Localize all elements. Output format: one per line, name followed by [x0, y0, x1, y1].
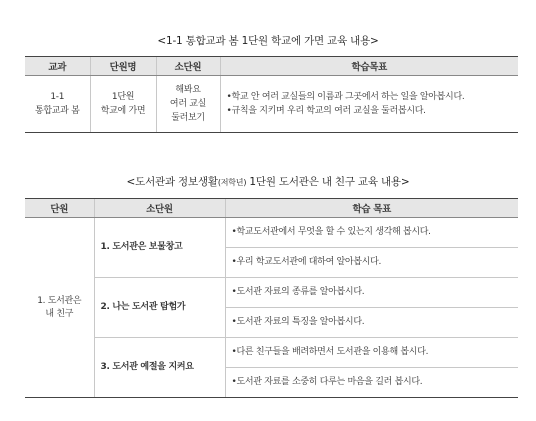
header-learning-goal: 학습목표 [220, 57, 518, 76]
header-subject: 교과 [25, 57, 90, 76]
goal-item: •학교 안 여러 교실들의 이름과 그곳에서 하는 일을 알아봅시다. [226, 92, 465, 102]
unit-number: 1단원 [111, 92, 135, 102]
subunit-line-3: 둘러보기 [171, 113, 205, 123]
header-subunit: 소단원 [94, 199, 225, 218]
cell-goal: •도서관 자료를 소중히 다루는 마음을 길러 봅시다. [225, 368, 518, 398]
cell-subunit-2: 2. 나는 도서관 탐험가 [94, 278, 225, 338]
table2-title-rest: 1단원 도서관은 내 친구 교육 내용> [246, 176, 410, 188]
table2-title-main: <도서관과 정보생활 [126, 176, 218, 188]
subject-grade: 1-1 [50, 92, 65, 102]
unit-line-2: 내 친구 [45, 308, 74, 319]
table2-title-small: (저학년) [217, 178, 247, 187]
subunit-line-2: 여러 교실 [169, 99, 207, 109]
cell-unit [90, 76, 156, 133]
cell-subject [25, 76, 90, 133]
cell-goal: •도서관 자료의 특징을 알아봅시다. [225, 308, 518, 338]
table1-header-row [25, 57, 518, 76]
cell-goal: •학교도서관에서 무엇을 할 수 있는지 생각해 봅시다. [225, 218, 518, 248]
cell-goal: •우리 학교도서관에 대하여 알아봅시다. [225, 248, 518, 278]
header-unit: 단원 [25, 199, 94, 218]
table2-library-curriculum [25, 198, 518, 398]
table-row [25, 76, 518, 133]
header-learning-goal: 학습 목표 [225, 199, 518, 218]
header-subunit: 소단원 [156, 57, 220, 76]
table-row [25, 338, 518, 368]
header-unit-name: 단원명 [90, 57, 156, 76]
table2-header-row [25, 199, 518, 218]
table-row [25, 278, 518, 308]
goal-item: •규칙을 지키며 우리 학교의 여러 교실을 둘러봅시다. [226, 106, 426, 116]
unit-line-1: 1. 도서관은 [37, 295, 82, 306]
cell-goals [220, 76, 518, 133]
table-row [25, 218, 518, 248]
cell-subunit [156, 76, 220, 133]
cell-subunit-3: 3. 도서관 예절을 지켜요 [94, 338, 225, 398]
unit-name: 학교에 가면 [100, 106, 146, 116]
cell-unit [25, 218, 94, 398]
subunit-line-1: 해봐요 [175, 85, 201, 95]
cell-subunit-1: 1. 도서관은 보물창고 [94, 218, 225, 278]
table2-title [0, 174, 536, 189]
table1-title: <1-1 통합교과 봄 1단원 학교에 가면 교육 내용> [157, 35, 379, 47]
table1-integrated-curriculum [25, 56, 518, 133]
cell-goal: •도서관 자료의 종류를 알아봅시다. [225, 278, 518, 308]
cell-goal: •다른 친구들을 배려하면서 도서관을 이용해 봅시다. [225, 338, 518, 368]
subject-name: 통합교과 봄 [34, 106, 80, 116]
